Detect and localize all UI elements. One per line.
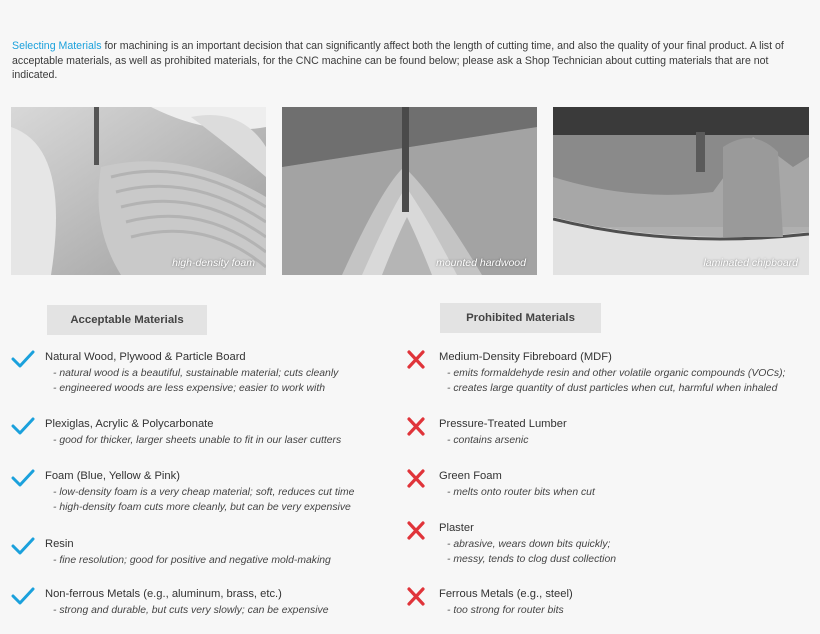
chipboard-photo-illustration [553,107,809,275]
material-note: - contains arsenic [447,435,529,446]
material-title: Plaster [439,522,474,534]
material-title: Resin [45,538,74,550]
material-note: - strong and durable, but cuts very slowly; can be expensive [53,605,329,616]
material-title: Natural Wood, Plywood & Particle Board [45,351,246,363]
material-note: - too strong for router bits [447,605,564,616]
material-note: - creates large quantity of dust particles when cut, harmful when inhaled [447,383,778,394]
material-title: Foam (Blue, Yellow & Pink) [45,470,180,482]
checkmark-icon [11,469,35,489]
material-note: - emits formaldehyde resin and other volatile organic compounds (VOCs); [447,368,786,379]
material-note: - fine resolution; good for positive and negative mold-making [53,555,331,566]
photo-caption: laminated chipboard [703,257,798,269]
x-mark-icon [405,417,429,437]
prohibited-materials-header: Prohibited Materials [440,303,601,333]
material-title: Non-ferrous Metals (e.g., aluminum, brass, etc.) [45,588,282,600]
photo-caption: mounted hardwood [436,257,526,269]
photo-high-density-foam [11,107,266,275]
material-title: Medium-Density Fibreboard (MDF) [439,351,612,363]
material-title: Pressure-Treated Lumber [439,418,567,430]
x-mark-icon [405,350,429,370]
photo-laminated-chipboard [553,107,809,275]
intro-text: for machining is an important decision that can significantly affect both the length of cutting time, and also the quality of your final product. A list of acceptable materials, as well as prohibited materials, for the CNC machine can be found below; please ask a Shop Technician about cutting materials that are not indicated. [12,40,784,81]
material-note: - abrasive, wears down bits quickly; [447,539,611,550]
foam-photo-illustration [11,107,266,275]
material-note: - low-density foam is a very cheap material; soft, reduces cut time [53,487,355,498]
material-note: - good for thicker, larger sheets unable to fit in our laser cutters [53,435,342,446]
checkmark-icon [11,537,35,557]
material-title: Green Foam [439,470,502,482]
material-note: - natural wood is a beautiful, sustainable material; cuts cleanly [53,368,339,379]
material-note: - high-density foam cuts more cleanly, but can be very expensive [53,502,351,513]
intro-paragraph [12,39,808,83]
material-title: Plexiglas, Acrylic & Polycarbonate [45,418,214,430]
material-note: - messy, tends to clog dust collection [447,554,617,565]
x-mark-icon [405,521,429,541]
material-note: - melts onto router bits when cut [447,487,595,498]
material-note: - engineered woods are less expensive; easier to work with [53,383,326,394]
checkmark-icon [11,587,35,607]
checkmark-icon [11,350,35,370]
x-mark-icon [405,469,429,489]
material-title: Ferrous Metals (e.g., steel) [439,588,573,600]
photo-mounted-hardwood [282,107,537,275]
acceptable-materials-header: Acceptable Materials [47,305,207,335]
hardwood-photo-illustration [282,107,537,275]
checkmark-icon [11,417,35,437]
intro-highlight: Selecting Materials [12,40,102,52]
x-mark-icon [405,587,429,607]
photo-caption: high-density foam [172,257,255,269]
